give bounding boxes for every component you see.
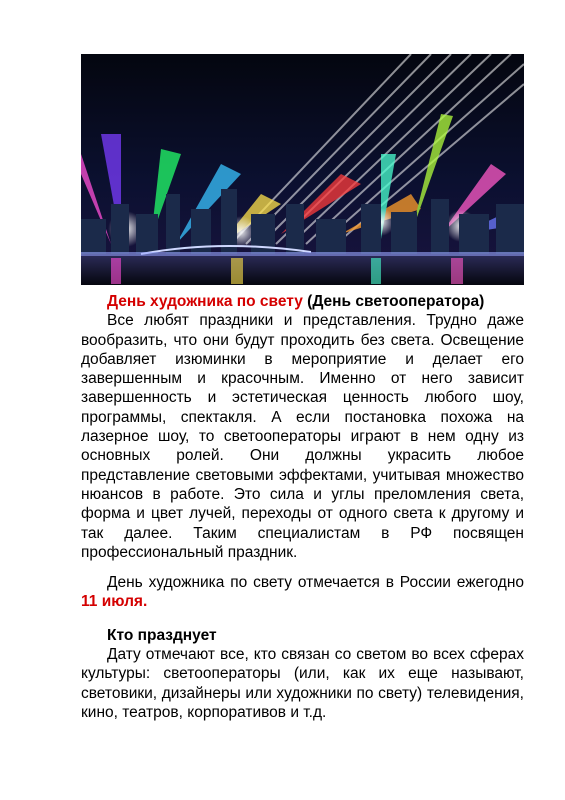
- paragraph-intro: Все любят праздники и представления. Трудно даже вообразить, что они будут проходить без света. Освещение добавляет изюминки в мероприятие и делает его завершенным и красочным. Именно от него зависит завершенность и эстетическая ценность любого шоу, программы, спектакля. А если постановка похожа на лазерное шоу, то светооператоры играют в нем одну из основных ролей. Они должны украсить любое представление световыми эффектами, учитывая множество нюансов в работе. Это сила и углы преломления света, форма и цвет лучей, переходы от одного света к другому и так далее. Таким специалистам в РФ посвящен профессиональный праздник.: [81, 312, 524, 561]
- laser-show-photo: [81, 54, 524, 285]
- article-title: [81, 292, 524, 311]
- title-rest: (День светооператора): [302, 293, 485, 310]
- paragraph-who-celebrates: Дату отмечают все, кто связан со светом во всех сферах культуры: светооператоры (или, как их еще называют, световики, дизайнеры или художники по свету) телевидения, кино, театров, корпоративов и т.д.: [81, 646, 524, 721]
- section-heading: Кто празднует: [107, 626, 217, 644]
- article-body: [81, 292, 524, 722]
- title-highlight: День художника по свету: [107, 293, 303, 310]
- date-highlight: 11 июля.: [81, 593, 148, 611]
- paragraph-date: [81, 573, 524, 612]
- date-sentence: День художника по свету отмечается в России ежегодно: [107, 574, 524, 592]
